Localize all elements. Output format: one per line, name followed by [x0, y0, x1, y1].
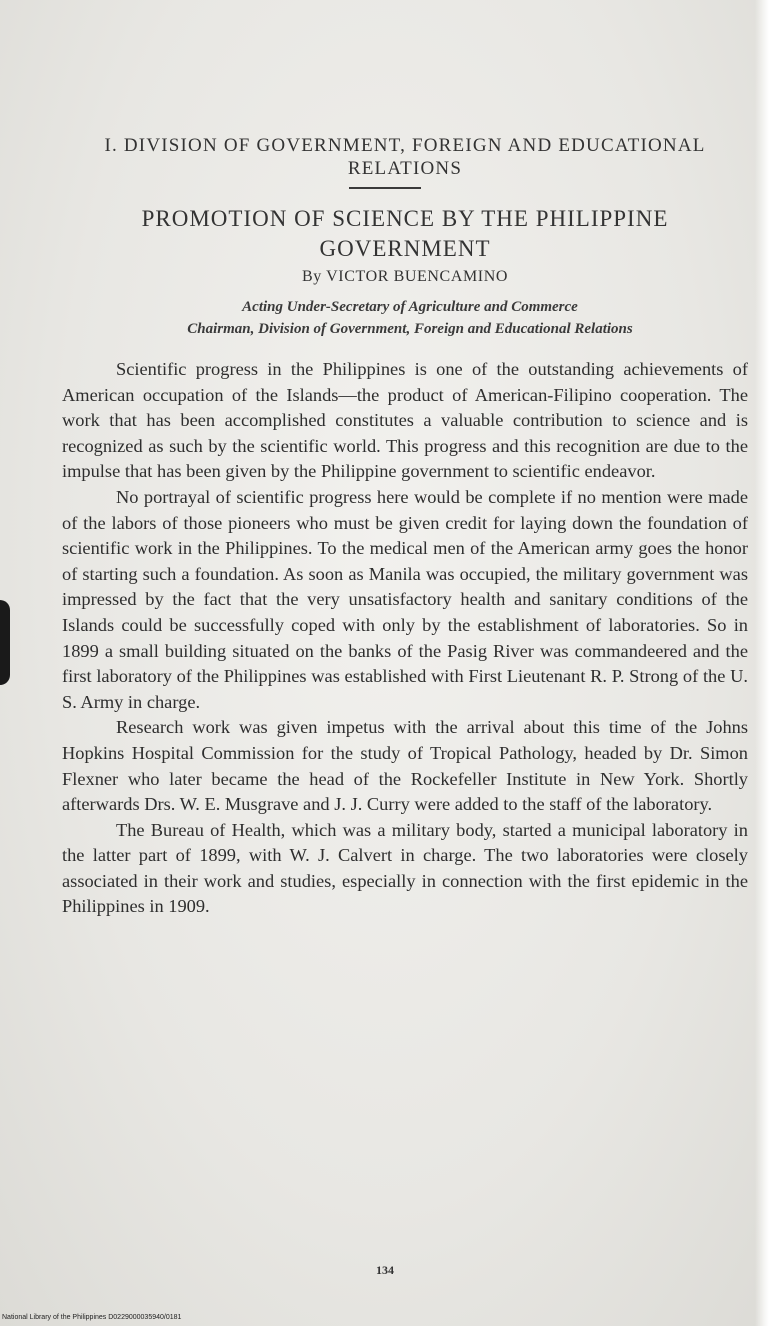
paragraph: No portrayal of scientific progress here would be complete if no mention were made of the labors of those pioneers who must be given credit for laying down the foundation of scientific work in the Philippines. To the medical men of the American army goes the honor of starting such a foundation. As soon as Manila was occupied, the military government was impressed by the fact that the very unsatisfactory health and sanitary conditions of the Islands could be successfully coped with only by the establishment of laboratories. So in 1899 a small building situated on the banks of the Pasig River was commandeered and the first laboratory of the Philippines was established with First Lieutenant R. P. Strong of the U. S. Army in charge. [62, 486, 748, 712]
binding-shadow [0, 600, 10, 685]
paragraph: Research work was given impetus with the arrival about this time of the Johns Hopkins Hospital Commission for the study of Tropical Pathology, headed by Dr. Simon Flexner who later became the head of the Rockefeller Institute in New York. Shortly afterwards Drs. W. E. Musgrave and J. J. Curry were added to the staff of the laboratory. [62, 717, 748, 815]
paragraph: The Bureau of Health, which was a military body, started a municipal laboratory in the latter part of 1899, with W. J. Calvert in charge. The two laboratories were closely associated in their work and studies, especially in connection with the first epidemic in the Philippines in 1909. [62, 819, 748, 917]
section-heading-line-1: I. DIVISION OF GOVERNMENT, FOREIGN AND EDUCATIONAL [104, 135, 706, 156]
page-number: 134 [376, 1263, 394, 1277]
author-affiliation [60, 296, 760, 340]
page-edge [755, 0, 769, 1326]
affiliation-line-2: Chairman, Division of Government, Foreign and Educational Relations [187, 321, 633, 337]
archive-footer-note: National Library of the Philippines D0229000035940/0181 [2, 1314, 182, 1321]
article-title [80, 204, 730, 264]
affiliation-line-1: Acting Under-Secretary of Agriculture and Commerce [242, 299, 578, 315]
section-heading-line-2: RELATIONS [347, 158, 463, 179]
paragraph: Scientific progress in the Philippines is one of the outstanding achievements of American occupation of the Islands—the product of American-Filipino cooperation. The work that has been accomplished constitutes a valuable contribution to science and is recognized as such by the scientific world. This progress and this recognition are due to the impulse that has been given by the Philippine government to scientific endeavor. [62, 359, 748, 482]
author-byline: By VICTOR BUENCAMINO [301, 268, 509, 285]
article-title-line-2: GOVERNMENT [319, 236, 491, 261]
section-heading [60, 134, 750, 180]
article-title-line-1: PROMOTION OF SCIENCE BY THE PHILIPPINE [141, 206, 669, 231]
article-body [62, 357, 748, 920]
heading-divider [349, 187, 421, 189]
